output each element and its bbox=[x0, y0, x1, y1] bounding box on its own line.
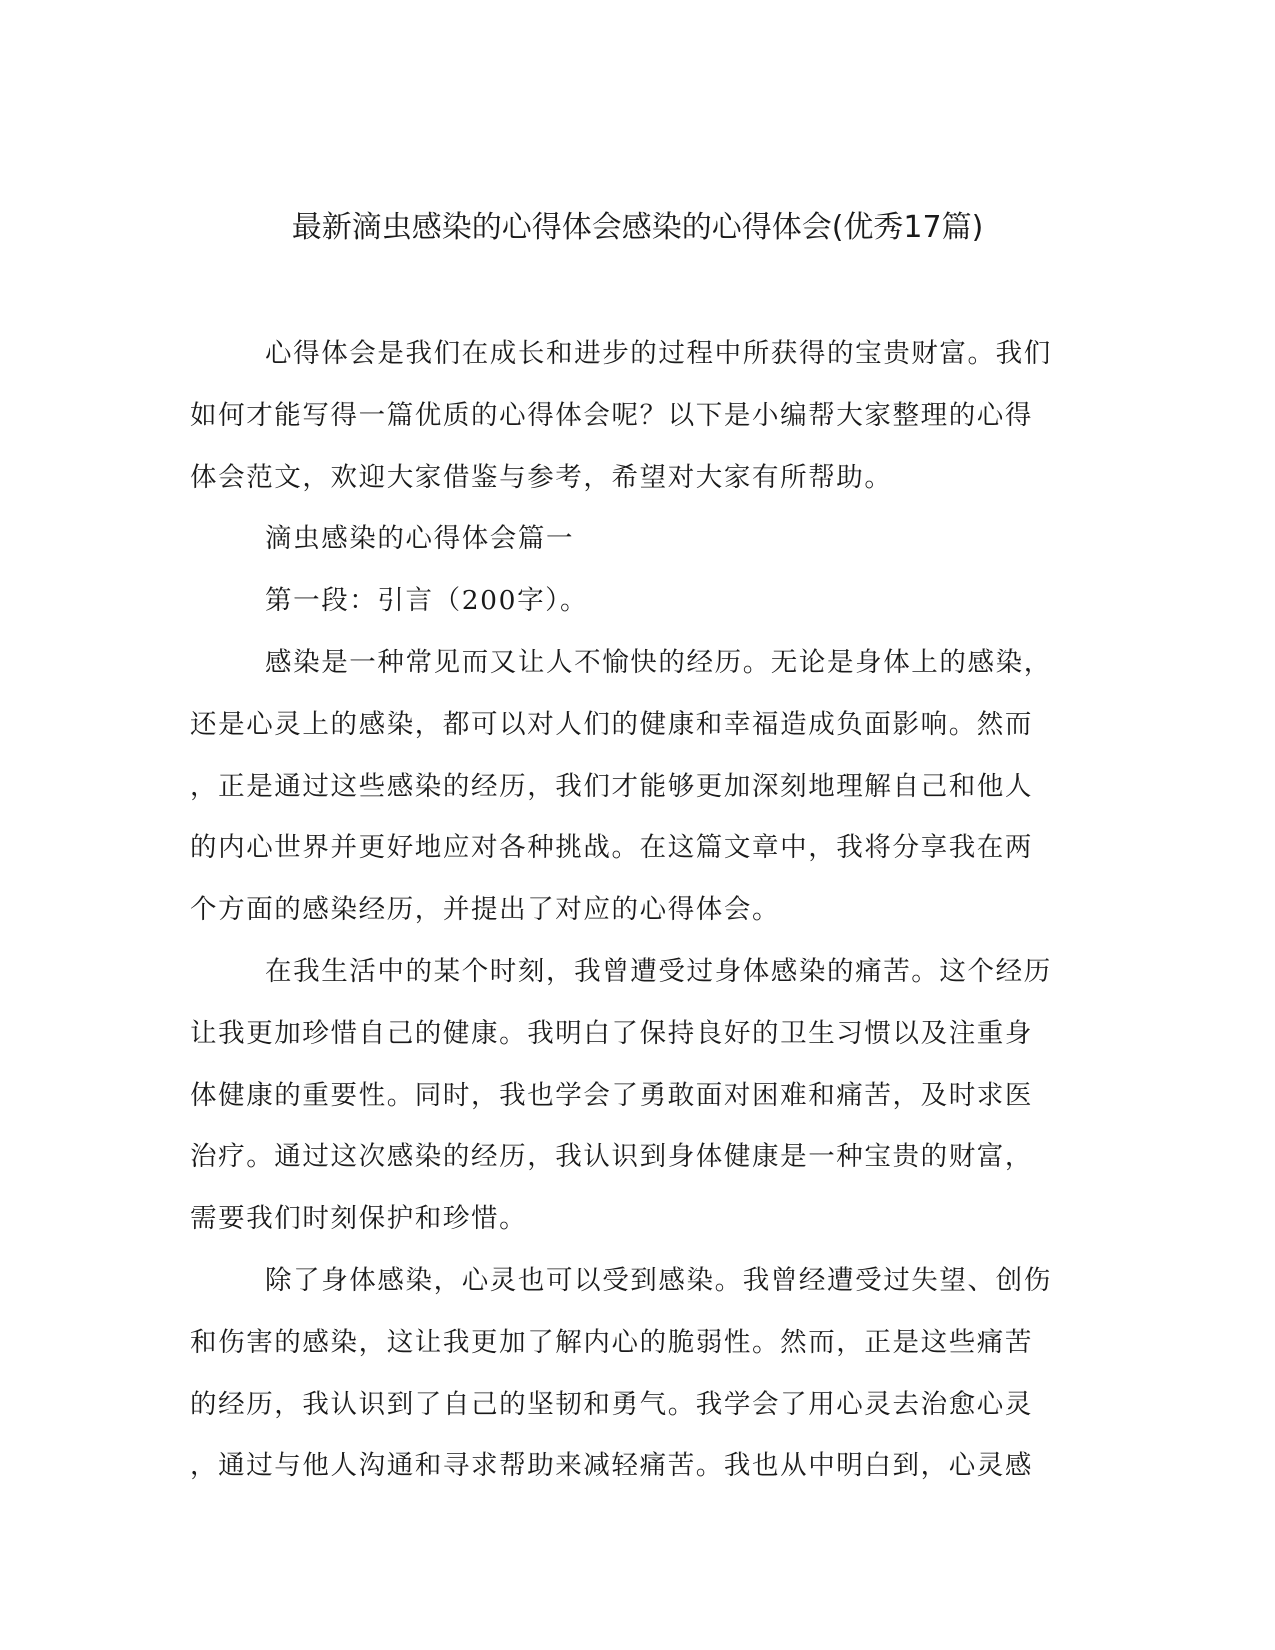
text-line: 和伤害的感染，这让我更加了解内心的脆弱性。然而，正是这些痛苦 bbox=[190, 1326, 1033, 1358]
text-line: 在我生活中的某个时刻，我曾遭受过身体感染的痛苦。这个经历 bbox=[265, 956, 1052, 987]
paragraph-body bbox=[190, 632, 1085, 941]
paragraph-body bbox=[190, 1250, 1085, 1497]
subsection-heading bbox=[190, 570, 1085, 632]
text-line: 体会范文，欢迎大家借鉴与参考，希望对大家有所帮助。 bbox=[190, 461, 893, 493]
text-line: 体健康的重要性。同时，我也学会了勇敢面对困难和痛苦，及时求医 bbox=[190, 1079, 1033, 1111]
paragraph-intro bbox=[190, 323, 1085, 508]
text-line: 感染是一种常见而又让人不愉快的经历。无论是身体上的感染， bbox=[265, 647, 1052, 678]
text-line: 个方面的感染经历，并提出了对应的心得体会。 bbox=[190, 894, 781, 926]
text-line: 让我更加珍惜自己的健康。我明白了保持良好的卫生习惯以及注重身 bbox=[190, 1017, 1033, 1049]
text-line: 如何才能写得一篇优质的心得体会呢？以下是小编帮大家整理的心得 bbox=[190, 399, 1033, 431]
text-line: 滴虫感染的心得体会篇一 bbox=[265, 523, 575, 554]
text-line: ，通过与他人沟通和寻求帮助来减轻痛苦。我也从中明白到，心灵感 bbox=[190, 1450, 1033, 1482]
text-line: 心得体会是我们在成长和进步的过程中所获得的宝贵财富。我们 bbox=[265, 338, 1052, 369]
text-line: 治疗。通过这次感染的经历，我认识到身体健康是一种宝贵的财富， bbox=[190, 1141, 1033, 1173]
paragraph-body bbox=[190, 941, 1085, 1250]
text-line: 的经历，我认识到了自己的坚韧和勇气。我学会了用心灵去治愈心灵 bbox=[190, 1388, 1033, 1420]
text-line: 第一段：引言（200字）。 bbox=[265, 585, 589, 616]
text-line: 还是心灵上的感染，都可以对人们的健康和幸福造成负面影响。然而 bbox=[190, 708, 1033, 740]
text-line: 的内心世界并更好地应对各种挑战。在这篇文章中，我将分享我在两 bbox=[190, 832, 1033, 864]
section-heading bbox=[190, 508, 1085, 570]
text-line: 需要我们时刻保护和珍惜。 bbox=[190, 1203, 528, 1235]
text-line: ，正是通过这些感染的经历，我们才能够更加深刻地理解自己和他人 bbox=[190, 770, 1033, 802]
text-line: 除了身体感染，心灵也可以受到感染。我曾经遭受过失望、创伤 bbox=[265, 1265, 1052, 1296]
document-title: 最新滴虫感染的心得体会感染的心得体会(优秀17篇) bbox=[291, 210, 984, 245]
